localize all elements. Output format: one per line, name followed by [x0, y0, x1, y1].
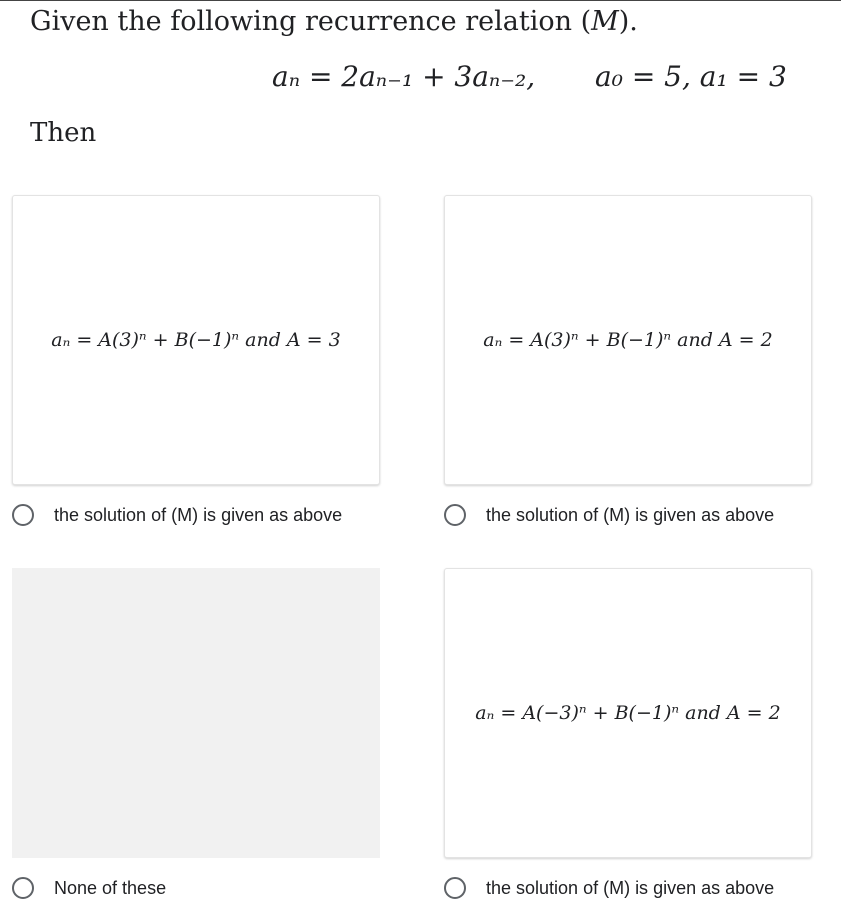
- initial-conditions: a₀ = 5, a₁ = 3: [595, 60, 787, 93]
- option-1-radio[interactable]: [12, 504, 34, 526]
- then-label: Then: [30, 118, 97, 148]
- top-divider: [0, 0, 841, 1]
- option-1-formula: aₙ = A(3)ⁿ + B(−1)ⁿ and A = 3: [51, 329, 341, 351]
- option-4-label: the solution of (M) is given as above: [486, 877, 775, 898]
- option-4-formula: aₙ = A(−3)ⁿ + B(−1)ⁿ and A = 2: [475, 702, 781, 724]
- option-2-radio[interactable]: [444, 504, 466, 526]
- question-prefix: Given the following recurrence relation (: [30, 6, 592, 37]
- option-3-radio[interactable]: [12, 877, 34, 899]
- option-4-radio[interactable]: [444, 877, 466, 899]
- question-text: [30, 6, 638, 37]
- option-2-label: the solution of (M) is given as above: [486, 504, 775, 525]
- option-1-label: the solution of (M) is given as above: [54, 504, 343, 525]
- recurrence-equation: aₙ = 2aₙ₋₁ + 3aₙ₋₂,: [272, 60, 536, 93]
- question-suffix: ).: [618, 6, 638, 37]
- option-2-card[interactable]: [444, 195, 812, 485]
- option-2-choice[interactable]: [444, 504, 774, 526]
- option-4-choice[interactable]: [444, 877, 774, 899]
- option-3-card[interactable]: [12, 568, 380, 858]
- option-1-choice[interactable]: [12, 504, 342, 526]
- option-3-label: None of these: [54, 877, 167, 898]
- option-1-card[interactable]: [12, 195, 380, 485]
- relation-name: M: [591, 6, 619, 37]
- option-3-choice[interactable]: [12, 877, 166, 899]
- option-4-card[interactable]: [444, 568, 812, 858]
- option-2-formula: aₙ = A(3)ⁿ + B(−1)ⁿ and A = 2: [483, 329, 773, 351]
